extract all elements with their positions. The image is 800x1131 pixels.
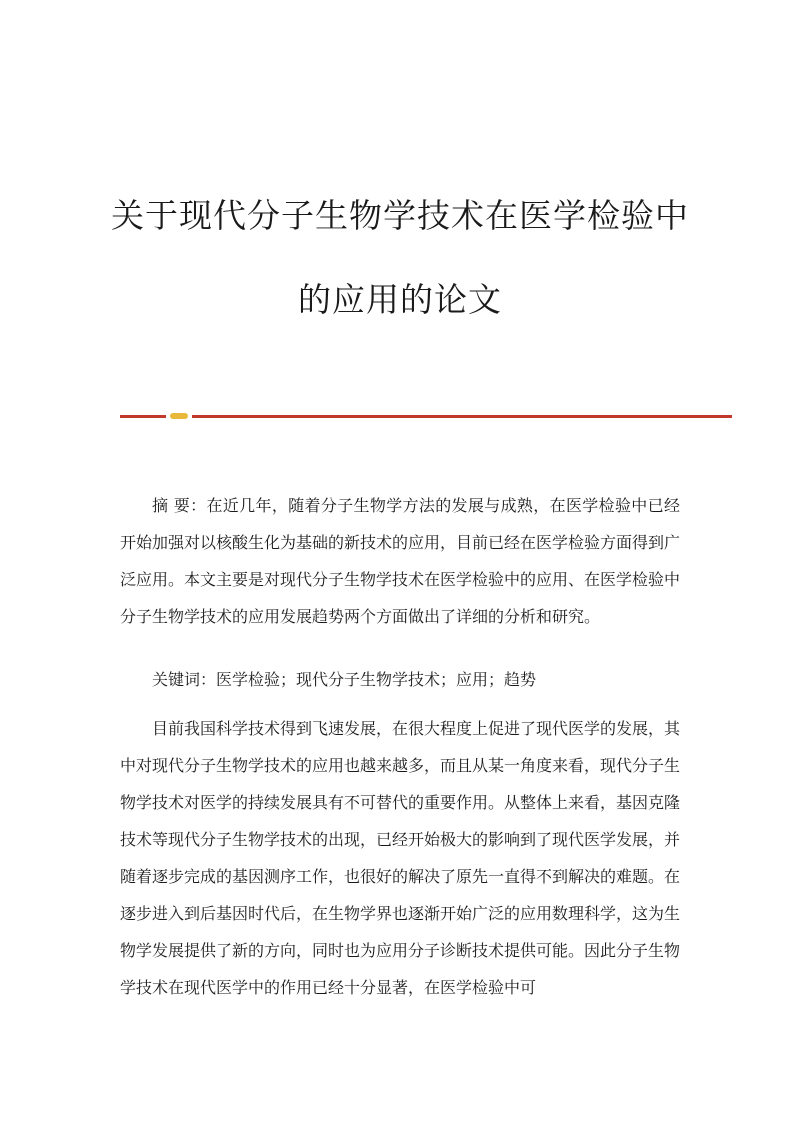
document-title-line-1: 关于现代分子生物学技术在医学检验中 (111, 196, 689, 235)
abstract-paragraph: 摘 要：在近几年，随着分子生物学方法的发展与成熟，在医学检验中已经开始加强对以核酸生化为基础的新技术的应用，目前已经在医学检验方面得到广泛应用。本文主要是对现代分子生物学技术在医学检验中的应用、在医学检验中分子生物学技术的应用发展趋势两个方面做出了详细的分析和研究。 (120, 496, 681, 626)
divider-bar-left (120, 415, 166, 418)
divider-ornament-icon (170, 413, 188, 419)
title-divider (120, 412, 732, 420)
divider-bar-right (192, 415, 732, 418)
document-title-line-2: 的应用的论文 (298, 280, 502, 319)
body-paragraph-1: 目前我国科学技术得到飞速发展，在很大程度上促进了现代医学的发展，其中对现代分子生物学技术的应用也越来越多，而且从某一角度来看，现代分子生物学技术对医学的持续发展具有不可替代的重要作用。从整体上来看，基因克隆技术等现代分子生物学技术的出现，已经开始极大的影响到了现代医学发展，并随着逐步完成的基因测序工作，也很好的解决了原先一直得不到解决的难题。在逐步进入到后基因时代后，在生物学界也逐渐开始广泛的应用数理科学，这为生物学发展提供了新的方向，同时也为应用分子诊断技术提供可能。因此分子生物学技术在现代医学中的作用已经十分显著，在医学检验中可 (120, 719, 681, 997)
keywords-line: 关键词：医学检验；现代分子生物学技术；应用；趋势 (152, 670, 537, 689)
